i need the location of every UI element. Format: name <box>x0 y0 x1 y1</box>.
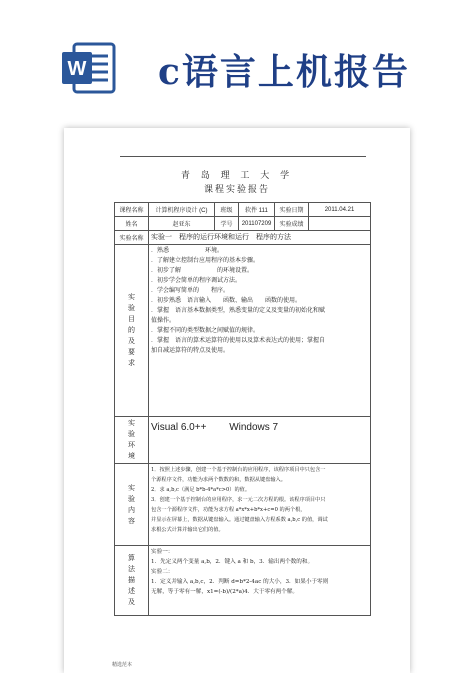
purpose-line: ．初步熟悉 语言输入 函数、输出 函数的使用。 <box>151 297 302 304</box>
algo-line: 无解，等于零有一解，x1=(-b)/(2*a)4．大于零有两个解。 <box>151 589 299 595</box>
course-label: 课程名称 <box>115 203 149 217</box>
content-line: 2．求 a,b,c（满足 b*b-4*a*c>0）的值。 <box>151 487 251 493</box>
exp-name-value: 实验一 程序的运行环境和运行 程序的方法 <box>149 231 371 245</box>
id-label: 学号 <box>215 217 239 231</box>
algo-text <box>149 546 371 616</box>
purpose-line: ．掌握 语言的算术运算符的使用以及算术表达式的使用；掌握自 <box>151 337 326 344</box>
purpose-line: ．掌握 语言基本数据类型，熟悉变量的定义及变量的初始化和赋 <box>151 307 326 314</box>
date-value: 2011.04.21 <box>309 203 371 217</box>
env-label: 实 验 环 境 <box>115 417 149 464</box>
purpose-line: ．学会编写简单的 程序。 <box>151 287 230 294</box>
algo-label: 算 法 描 述 及 <box>115 546 149 616</box>
content-line: 求根公式计算并输出它们的值。 <box>151 527 224 533</box>
algo-line: 实验二： <box>151 569 174 575</box>
banner <box>0 0 474 118</box>
name-value: 赵亚东 <box>149 217 215 231</box>
class-label: 班级 <box>215 203 239 217</box>
page-title: c语言上机报告 <box>158 51 410 93</box>
word-logo-letter: W <box>67 58 87 80</box>
content-line: 3．创建一个基于控制台的应用程序，求一元二次方程的根。该程序项目中只 <box>151 497 326 503</box>
document-page <box>64 128 410 673</box>
purpose-line: ．初步了解 的环境设置。 <box>151 267 254 274</box>
purpose-line: ．初步学会简单的程序调试方法。 <box>151 277 242 284</box>
report-table <box>114 202 371 616</box>
content-line: 包含一个源程序文件，功能为求方程 a*x*x+b*x+c=0 的两个根， <box>151 507 306 513</box>
content-text <box>149 464 371 546</box>
purpose-line: ．熟悉 环境。 <box>151 247 224 254</box>
university-name: 青 岛 理 工 大 学 <box>180 171 294 181</box>
purpose-line: 加自减运算符的特点及使用。 <box>151 347 230 354</box>
purpose-line: 值操作。 <box>151 317 176 324</box>
algo-line: 实验一： <box>151 549 174 555</box>
grade-value <box>309 217 371 231</box>
course-value: 计算机程序设计 (C) <box>149 203 215 217</box>
env-value: Visual 6.0++ Windows 7 <box>149 417 371 464</box>
algo-line: 1．定义并输入 a,b,c，2．判断 d=b*2-4ac 的大小，3．如果小于零则 <box>151 579 329 585</box>
id-value: 201107209 <box>239 217 275 231</box>
grade-label: 实验成绩 <box>275 217 309 231</box>
word-document-icon <box>60 40 116 96</box>
header-rule <box>120 156 366 157</box>
report-title: 课程实验报告 <box>203 185 270 195</box>
content-line: 个源程序文件，功能为求两个数数的和，数据从键盘输入。 <box>151 477 286 483</box>
exp-name-label: 实验名称 <box>115 231 149 245</box>
footer-note: 精选范本 <box>112 662 133 668</box>
name-label: 姓名 <box>115 217 149 231</box>
algo-line: 1．先定义两个变量 a,b，2．键入 a 和 b，3．输出两个数的和。 <box>151 559 314 565</box>
class-value: 软件 111 <box>239 203 275 217</box>
content-line: 1．按照上述步骤，创建一个基于控制台的应用程序，该程序项目中只包含一 <box>151 467 326 473</box>
purpose-line: ．掌握不同的类型数据之间赋值的规律。 <box>151 327 260 334</box>
content-label: 实 验 内 容 <box>115 464 149 546</box>
purpose-line: ．了解建立控制台应用程序的基本步骤。 <box>151 257 260 264</box>
date-label: 实验日期 <box>275 203 309 217</box>
purpose-label: 实 验 目 的 及 要 求 <box>115 245 149 417</box>
content-line: 并显示在屏幕上，数据从键盘输入。通过键盘输入方程系数 a,b,c 的值，调试 <box>151 517 328 523</box>
purpose-content <box>149 245 371 417</box>
